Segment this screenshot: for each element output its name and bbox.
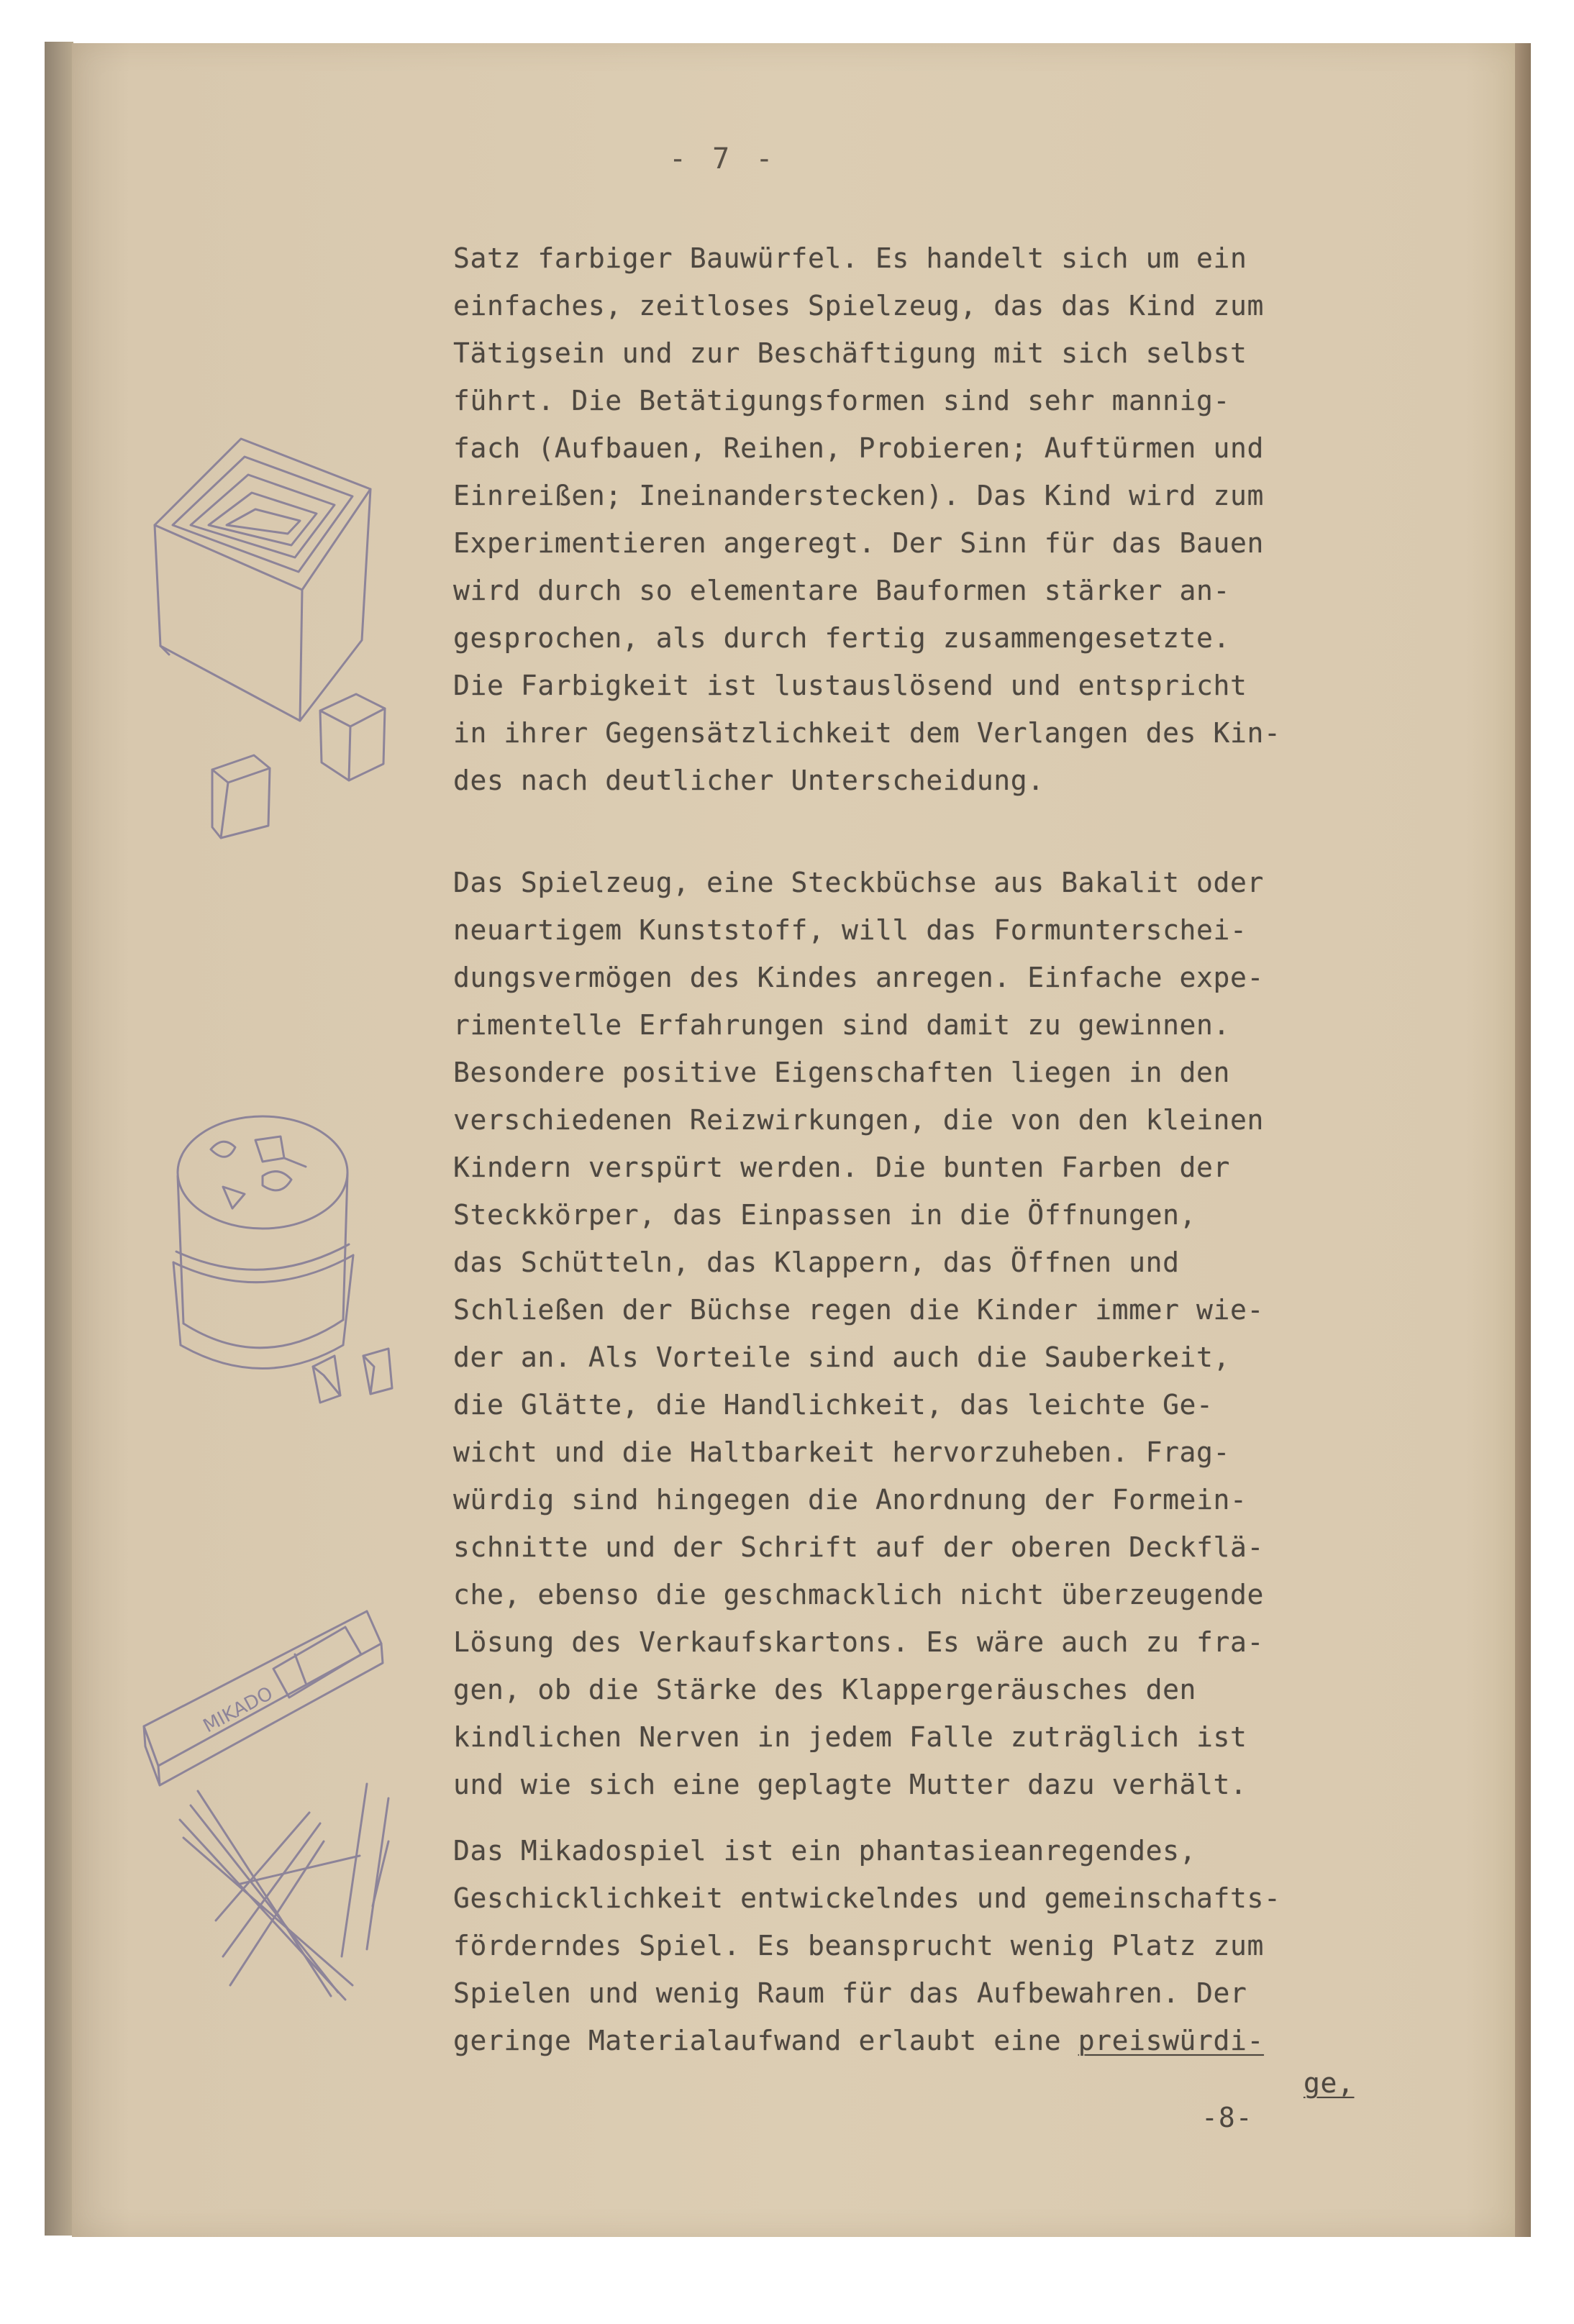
text-line: Einreißen; Ineinanderstecken). Das Kind wird zum — [453, 480, 1264, 511]
text-line: Tätigsein und zur Beschäftigung mit sich selbst — [453, 337, 1247, 369]
paragraph-mikado — [453, 1827, 1475, 2102]
text-line: Steckkörper, das Einpassen in die Öffnungen, — [453, 1199, 1197, 1231]
text-line: dungsvermögen des Kindes anregen. Einfache expe- — [453, 962, 1264, 993]
text-line: der an. Als Vorteile sind auch die Sauberkeit, — [453, 1341, 1230, 1373]
mikado-label: MIKADO — [199, 1682, 277, 1738]
text-line-last — [453, 2017, 1475, 2064]
text-line: in ihrer Gegensätzlichkeit dem Verlangen des Kin- — [453, 717, 1281, 749]
nested-cubes-sketch — [140, 424, 399, 870]
text-line: führt. Die Betätigungsformen sind sehr mannig- — [453, 385, 1230, 416]
text-line: förderndes Spiel. Es beansprucht wenig Platz zum — [453, 1930, 1264, 1961]
page-number: - 7 - — [669, 142, 778, 176]
shape-sorter-sketch — [155, 1108, 442, 1510]
text-line: che, ebenso die geschmacklich nicht überzeugende — [453, 1579, 1264, 1610]
text-line: schnitte und der Schrift auf der oberen Deckflä- — [453, 1531, 1264, 1563]
paragraph-shape-sorter — [453, 859, 1475, 1808]
book-edge-right — [1515, 43, 1531, 2237]
text-line: die Glätte, die Handlichkeit, das leichte Ge- — [453, 1389, 1214, 1421]
text-line: wird durch so elementare Bauformen stärker an- — [453, 575, 1230, 606]
text-line: und wie sich eine geplagte Mutter dazu verhält. — [453, 1769, 1247, 1800]
text-line: Satz farbiger Bauwürfel. Es handelt sich um ein — [453, 242, 1247, 274]
text-line: das Schütteln, das Klappern, das Öffnen und — [453, 1247, 1180, 1278]
text-line: kindlichen Nerven in jedem Falle zuträglich ist — [453, 1721, 1247, 1753]
text-line: Experimentieren angeregt. Der Sinn für das Bauen — [453, 527, 1264, 559]
text-line: einfaches, zeitloses Spielzeug, das das Kind zum — [453, 290, 1264, 322]
text-line: Das Spielzeug, eine Steckbüchse aus Bakalit oder — [453, 867, 1264, 898]
text-line: Kindern verspürt werden. Die bunten Farben der — [453, 1152, 1230, 1183]
next-page-marker: -8- — [1201, 2102, 1253, 2133]
text-line: gesprochen, als durch fertig zusammengesetzte. — [453, 622, 1230, 654]
text-line: Die Farbigkeit ist lustauslösend und entspricht — [453, 670, 1247, 701]
text-line: Spielen und wenig Raum für das Aufbewahren. Der — [453, 1977, 1247, 2009]
book-spine-left — [45, 42, 73, 2236]
text-line: verschiedenen Reizwirkungen, die von den kleinen — [453, 1104, 1264, 1136]
mikado-sketch — [129, 1582, 432, 2014]
text-line: würdig sind hingegen die Anordnung der Formein- — [453, 1484, 1247, 1516]
text-line: rimentelle Erfahrungen sind damit zu gewinnen. — [453, 1009, 1230, 1041]
text-line: wicht und die Haltbarkeit hervorzuheben. Frag- — [453, 1436, 1230, 1468]
text-line: Schließen der Büchse regen die Kinder immer wie- — [453, 1294, 1264, 1326]
text-line-continuation — [453, 2064, 1475, 2102]
underlined-word-continuation: ge, — [1304, 2067, 1355, 2099]
text-line: Besondere positive Eigenschaften liegen in den — [453, 1057, 1230, 1088]
text-line: gen, ob die Stärke des Klappergeräusches den — [453, 1674, 1197, 1705]
text-line-prefix: geringe Materialaufwand erlaubt eine — [453, 2025, 1078, 2056]
text-line: fach (Aufbauen, Reihen, Probieren; Auftürmen und — [453, 432, 1264, 464]
text-line: des nach deutlicher Unterscheidung. — [453, 765, 1045, 796]
text-line: Das Mikadospiel ist ein phantasieanregendes, — [453, 1835, 1197, 1867]
text-line: Geschicklichkeit entwickelndes und gemeinschafts- — [453, 1882, 1281, 1914]
underlined-word: preiswürdi- — [1078, 2025, 1264, 2056]
text-line: Lösung des Verkaufskartons. Es wäre auch zu fra- — [453, 1626, 1264, 1658]
paragraph-building-blocks — [453, 234, 1475, 804]
text-line: neuartigem Kunststoff, will das Formunterschei- — [453, 914, 1247, 946]
